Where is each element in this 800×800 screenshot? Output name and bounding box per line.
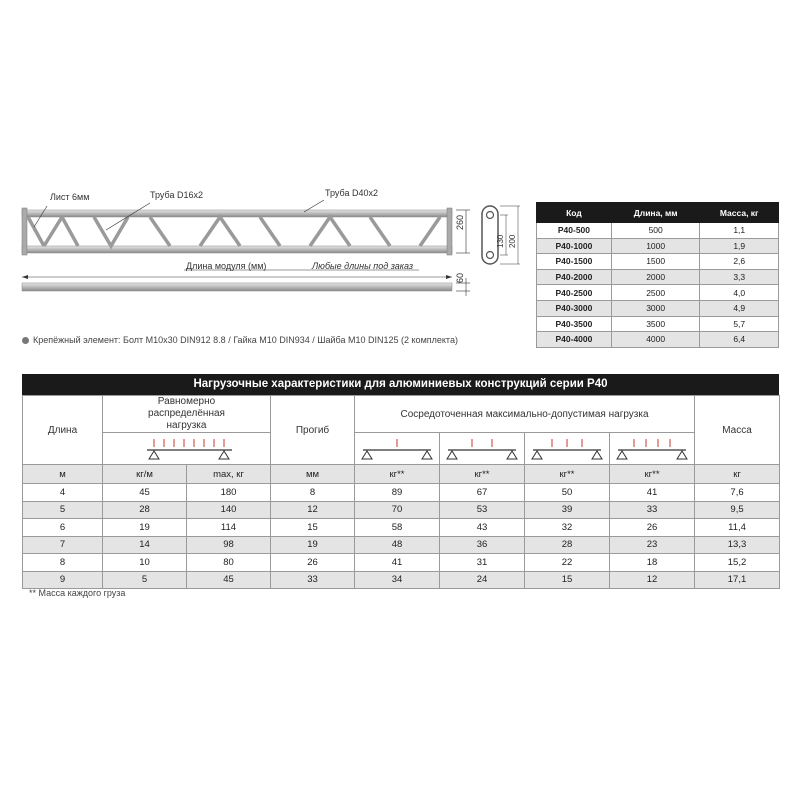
spec-mass: 3,3: [700, 269, 779, 285]
table-cell: 67: [440, 484, 525, 502]
unit-cell: кг**: [355, 465, 440, 484]
unit-cell: max, кг: [187, 465, 271, 484]
spec-header-mass: Масса, кг: [700, 203, 779, 223]
table-cell: 140: [187, 501, 271, 519]
label-module-length: Длина модуля (мм): [186, 261, 267, 271]
table-cell: 26: [271, 554, 355, 572]
spec-mass: 5,7: [700, 316, 779, 332]
header-distributed: Равномерно распределённая нагрузка: [103, 396, 271, 433]
spec-length: 1000: [611, 238, 700, 254]
table-cell: 41: [610, 484, 695, 502]
table-cell: 36: [440, 536, 525, 554]
table-cell: 33: [610, 501, 695, 519]
footnote: ** Масса каждого груза: [29, 588, 126, 598]
table-row: [537, 254, 779, 270]
unit-cell: кг**: [525, 465, 610, 484]
point-load-2-icon: [440, 433, 525, 465]
table-cell: 12: [610, 571, 695, 589]
distributed-load-icon: [103, 433, 271, 465]
bottom-chord: [22, 246, 452, 253]
spec-mass: 1,9: [700, 238, 779, 254]
table-cell: 89: [355, 484, 440, 502]
table-cell: 11,4: [695, 519, 780, 537]
table-row: [537, 269, 779, 285]
spec-length: 4000: [611, 332, 700, 348]
table-cell: 15,2: [695, 554, 780, 572]
unit-cell: кг: [695, 465, 780, 484]
diagonal-braces: [28, 217, 440, 246]
table-cell: 98: [187, 536, 271, 554]
table-cell: 9,5: [695, 501, 780, 519]
bullet-icon: [22, 337, 29, 344]
table-cell: 10: [103, 554, 187, 572]
spec-length: 3500: [611, 316, 700, 332]
table-cell: 114: [187, 519, 271, 537]
header-length: Длина: [23, 396, 103, 465]
spec-code: P40-500: [537, 223, 612, 239]
label-any-length: Любые длины под заказ: [312, 261, 414, 271]
unit-cell: кг/м: [103, 465, 187, 484]
table-cell: 31: [440, 554, 525, 572]
table-cell: 53: [440, 501, 525, 519]
unit-cell: кг**: [610, 465, 695, 484]
spec-code: P40-2000: [537, 269, 612, 285]
spec-length: 1500: [611, 254, 700, 270]
table-cell: 45: [103, 484, 187, 502]
label-sheet: Лист 6мм: [50, 192, 90, 202]
header-concentrated: Сосредоточенная максимально-допустимая нагрузка: [355, 396, 695, 433]
truss-side-view-drawing: [14, 195, 474, 315]
table-row: [537, 332, 779, 348]
units-row: [23, 465, 780, 484]
table-row: [23, 484, 780, 502]
spec-mass: 1,1: [700, 223, 779, 239]
table-cell: 7,6: [695, 484, 780, 502]
spec-code: P40-3000: [537, 300, 612, 316]
table-cell: 34: [355, 571, 440, 589]
point-load-4-icon: [610, 433, 695, 465]
unit-cell: кг**: [440, 465, 525, 484]
table-cell: 4: [23, 484, 103, 502]
table-row: [537, 285, 779, 301]
table-cell: 14: [103, 536, 187, 554]
table-row: [23, 519, 780, 537]
table-cell: 13,3: [695, 536, 780, 554]
point-load-1-icon: [355, 433, 440, 465]
right-end-plate: [447, 208, 452, 255]
table-cell: 8: [23, 554, 103, 572]
table-cell: 17,1: [695, 571, 780, 589]
dim-depth: 60: [455, 272, 465, 283]
table-cell: 43: [440, 519, 525, 537]
table-cell: 45: [187, 571, 271, 589]
spec-mass: 4,0: [700, 285, 779, 301]
load-table: [22, 395, 780, 589]
table-cell: 28: [525, 536, 610, 554]
spec-code: P40-3500: [537, 316, 612, 332]
table-cell: 18: [610, 554, 695, 572]
dim-end-outer: 200: [508, 234, 517, 248]
table-cell: 50: [525, 484, 610, 502]
table-cell: 5: [103, 571, 187, 589]
table-cell: 70: [355, 501, 440, 519]
spec-mass: 6,4: [700, 332, 779, 348]
table-cell: 15: [271, 519, 355, 537]
table-row: [23, 571, 780, 589]
table-cell: 7: [23, 536, 103, 554]
spec-length: 500: [611, 223, 700, 239]
spec-header-code: Код: [537, 203, 612, 223]
table-cell: 33: [271, 571, 355, 589]
table-cell: 5: [23, 501, 103, 519]
fastener-note: [22, 335, 458, 345]
spec-header-length: Длина, мм: [611, 203, 700, 223]
spec-code: P40-1000: [537, 238, 612, 254]
fastener-text: Крепёжный элемент: Болт M10x30 DIN912 8.8 / Гайка M10 DIN934 / Шайба M10 DIN125 (2 комплекта): [33, 335, 458, 345]
table-row: [23, 501, 780, 519]
table-cell: 22: [525, 554, 610, 572]
header-deflection: Прогиб: [271, 396, 355, 465]
spec-code: P40-1500: [537, 254, 612, 270]
table-cell: 58: [355, 519, 440, 537]
spec-length: 3000: [611, 300, 700, 316]
table-cell: 23: [610, 536, 695, 554]
spec-code: P40-2500: [537, 285, 612, 301]
spec-mass: 2,6: [700, 254, 779, 270]
table-row: [537, 316, 779, 332]
table-cell: 9: [23, 571, 103, 589]
table-row: [537, 238, 779, 254]
table-cell: 6: [23, 519, 103, 537]
table-cell: 48: [355, 536, 440, 554]
table-row: [537, 300, 779, 316]
table-cell: 39: [525, 501, 610, 519]
left-end-plate: [22, 208, 27, 255]
spec-table: [536, 202, 779, 348]
load-table-title: Нагрузочные характеристики для алюминиевых конструкций серии P40: [22, 374, 779, 395]
table-row: [23, 536, 780, 554]
spec-code: P40-4000: [537, 332, 612, 348]
table-cell: 32: [525, 519, 610, 537]
unit-cell: мм: [271, 465, 355, 484]
table-row: [537, 223, 779, 239]
table-cell: 80: [187, 554, 271, 572]
table-cell: 24: [440, 571, 525, 589]
dim-height: 260: [455, 214, 465, 230]
table-cell: 180: [187, 484, 271, 502]
point-load-3-icon: [525, 433, 610, 465]
table-cell: 12: [271, 501, 355, 519]
table-cell: 28: [103, 501, 187, 519]
top-chord: [22, 210, 452, 217]
table-cell: 15: [525, 571, 610, 589]
table-cell: 19: [271, 536, 355, 554]
top-view-tube: [22, 283, 452, 291]
table-cell: 19: [103, 519, 187, 537]
unit-cell: м: [23, 465, 103, 484]
spec-length: 2500: [611, 285, 700, 301]
table-row: [23, 554, 780, 572]
dim-end-inner: 130: [496, 234, 505, 248]
spec-length: 2000: [611, 269, 700, 285]
table-cell: 26: [610, 519, 695, 537]
spec-mass: 4,9: [700, 300, 779, 316]
label-tube-large: Труба D40x2: [325, 188, 378, 198]
table-cell: 8: [271, 484, 355, 502]
table-cell: 41: [355, 554, 440, 572]
label-tube-small: Труба D16x2: [150, 190, 203, 200]
header-mass: Масса: [695, 396, 780, 465]
